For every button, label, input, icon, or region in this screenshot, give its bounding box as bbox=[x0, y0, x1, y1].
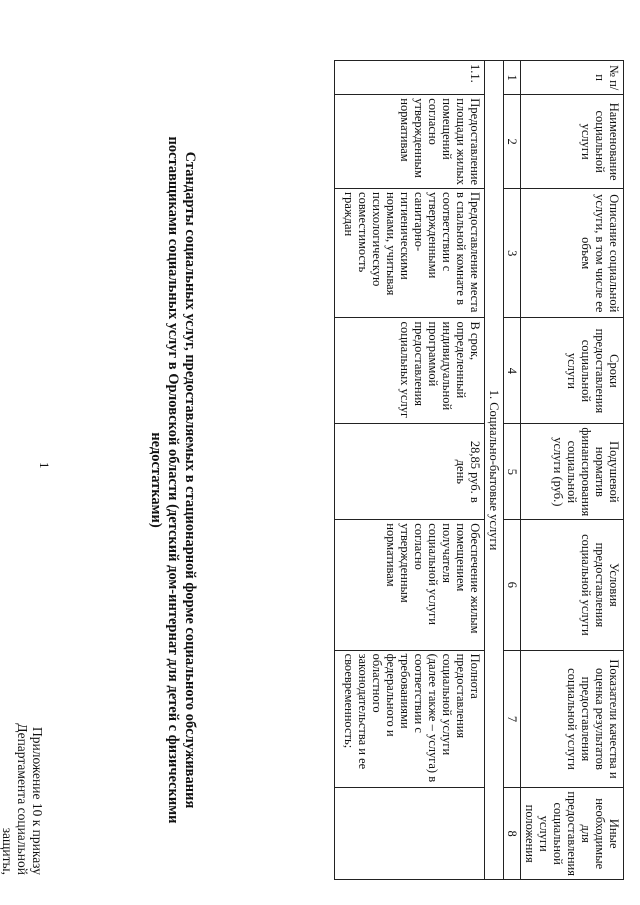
document-title: Стандарты социальных услуг, предоставляемых в стационарной форме социального обслуживания поставщиками социальных услуг в Орловской области (детский дом-интернат для детей с физическими недостатками) bbox=[148, 136, 198, 824]
table-cell-num: 1.1. bbox=[335, 61, 485, 95]
appendix-block bbox=[0, 675, 45, 875]
table-cell-description: Предоставление места в спальной комнате в соответствии с утвержденными санитарно-гигиеническими нормами, учитывая психологическую совместимость граждан bbox=[335, 189, 485, 318]
header-cell: Описание социальной услуги, в том числе ее объем bbox=[521, 189, 624, 318]
column-number-row bbox=[504, 61, 521, 880]
table-cell-other bbox=[335, 788, 485, 880]
column-number-cell: 2 bbox=[504, 95, 521, 189]
header-cell: Сроки предоставления социальной услуги bbox=[521, 318, 624, 424]
table-cell-quality: Полнота предоставления социальной услуги (далее также – услуга) в соответствии с требованиями федерального и областного законодательства и ее своевременность; bbox=[335, 650, 485, 788]
standards-table bbox=[334, 60, 624, 880]
column-number-cell: 1 bbox=[504, 61, 521, 95]
appendix-line: Приложение 10 к приказу bbox=[30, 727, 45, 875]
header-row bbox=[521, 61, 624, 880]
column-number-cell: 5 bbox=[504, 424, 521, 520]
table-row bbox=[335, 61, 485, 880]
section-row bbox=[485, 61, 504, 880]
header-cell: Иные необходимые для предоставления социальной услуги положения bbox=[521, 788, 624, 880]
table-cell-norm: 28,85 руб. в день bbox=[335, 424, 485, 520]
page-number: 1 bbox=[37, 462, 52, 469]
header-cell: Условия предоставления социальной услуги bbox=[521, 520, 624, 650]
column-number-cell: 8 bbox=[504, 788, 521, 880]
column-number-cell: 7 bbox=[504, 650, 521, 788]
appendix-line: Департамента социальной защиты, bbox=[0, 723, 30, 875]
table-cell-terms: В срок, определенный индивидуальной программой предоставления социальных услуг bbox=[335, 318, 485, 424]
column-number-cell: 3 bbox=[504, 189, 521, 318]
column-number-cell: 6 bbox=[504, 520, 521, 650]
table-cell-name: Предоставление площади жилых помещений согласно утвержденным нормативам bbox=[335, 95, 485, 189]
section-title: 1. Социально-бытовые услуги bbox=[485, 61, 504, 880]
header-cell: Наименование социальной услуги bbox=[521, 95, 624, 189]
header-cell: № п/п bbox=[521, 61, 624, 95]
column-number-cell: 4 bbox=[504, 318, 521, 424]
table-cell-conditions: Обеспечение жилым помещением получателя социальной услуги согласно утвержденным нормативам bbox=[335, 520, 485, 650]
header-cell: Показатели качества и оценка результатов предоставления социальной услуги bbox=[521, 650, 624, 788]
header-cell: Подушевой норматив финансирования социальной услуги (руб.) bbox=[521, 424, 624, 520]
